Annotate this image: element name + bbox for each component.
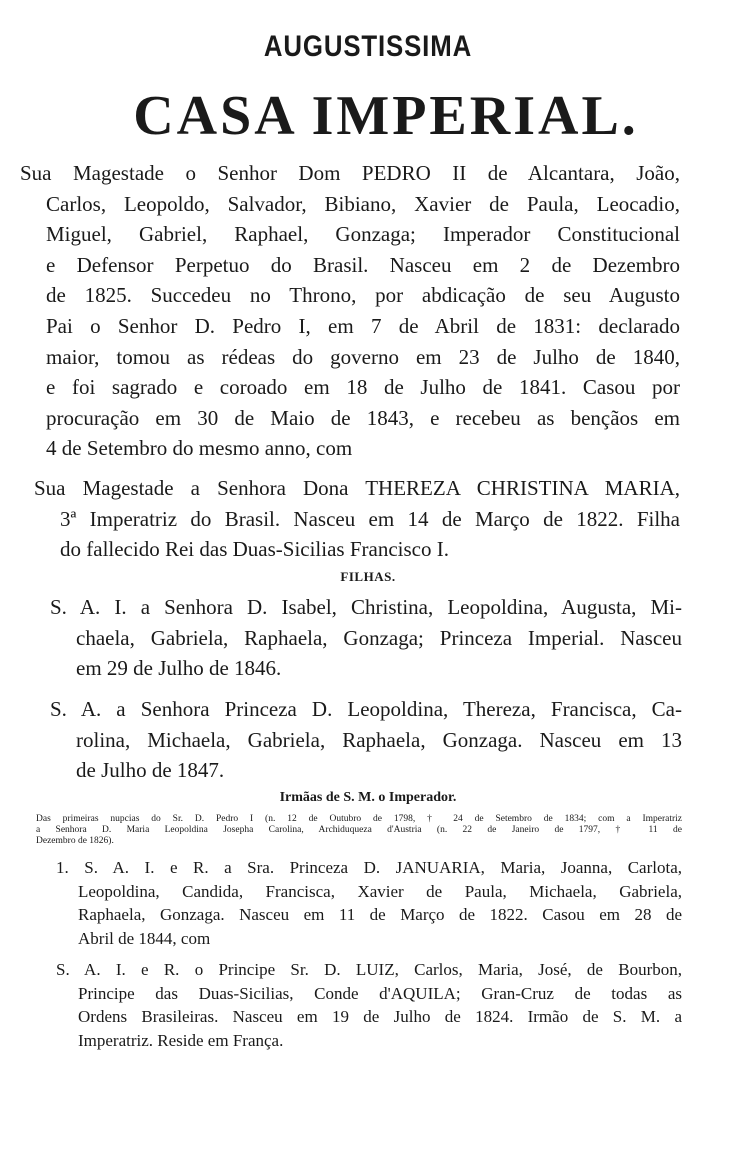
note-line: Das primeiras nupcias do Sr. D. Pedro I (n. 12 de Outubro de 1798, † 24 de Setembro de 1834; com a Imperatriz [36, 814, 682, 824]
emperor-line: Sua Magestade o Senhor Dom PEDRO II de Alcantara, João, [20, 161, 680, 185]
sisters-note [36, 814, 682, 847]
empress-entry [34, 473, 680, 565]
emperor-line: procuração em 30 de Maio de 1843, e recebeu as bençãos em [46, 405, 680, 430]
sister1-line: Abril de 1844, com [78, 928, 211, 948]
empress-line: do fallecido Rei das Duas-Sicilias Francisco I. [60, 537, 449, 562]
note-line: Dezembro de 1826). [36, 836, 114, 846]
daughter1-entry [50, 592, 682, 684]
daughter2-entry [50, 694, 682, 786]
title-augustissima: AUGUSTISSIMA [263, 30, 473, 63]
emperor-line: Miguel, Gabriel, Raphael, Gonzaga; Imperador Constitucional [46, 222, 680, 247]
sister1-line: Leopoldina, Candida, Francisca, Xavier de Paula, Michaela, Gabriela, [78, 881, 682, 901]
empress-line: Sua Magestade a Senhora Dona THEREZA CHRISTINA MARIA, [34, 476, 680, 500]
daughters-heading: FILHAS. [340, 569, 396, 584]
prince-line: Principe das Duas-Sicilias, Conde d'AQUILA; Gran-Cruz de todas as [78, 983, 682, 1003]
emperor-line: Pai o Senhor D. Pedro I, em 7 de Abril de 1831: declarado [46, 313, 680, 338]
emperor-line: maior, tomou as rédeas do governo em 23 de Julho de 1840, [46, 344, 680, 369]
sister1-line: Raphaela, Gonzaga. Nasceu em 11 de Março de 1822. Casou em 28 de [78, 905, 682, 924]
daughter1-line: chaela, Gabriela, Raphaela, Gonzaga; Princeza Imperial. Nasceu [76, 625, 682, 650]
empress-line: 3ª Imperatriz do Brasil. Nasceu em 14 de Março de 1822. Filha [60, 506, 680, 531]
emperor-entry [20, 158, 680, 464]
daughter1-line: S. A. I. a Senhora D. Isabel, Christina, Leopoldina, Augusta, Mi- [50, 595, 682, 619]
prince-line: Ordens Brasileiras. Nasceu em 19 de Julho de 1824. Irmão de S. M. a [78, 1007, 682, 1026]
emperor-line: e foi sagrado e coroado em 18 de Julho de 1841. Casou por [46, 375, 680, 400]
emperor-line: Carlos, Leopoldo, Salvador, Bibiano, Xavier de Paula, Leocadio, [46, 191, 680, 216]
prince-entry [56, 958, 682, 1052]
daughter1-line: em 29 de Julho de 1846. [76, 656, 282, 681]
prince-line: S. A. I. e R. o Principe Sr. D. LUIZ, Carlos, Maria, José, de Bourbon, [56, 960, 682, 979]
emperor-line: 4 de Setembro do mesmo anno, com [46, 436, 353, 461]
sister1-entry [56, 856, 682, 950]
daughter2-line: de Julho de 1847. [76, 758, 225, 783]
note-line: a Senhora D. Maria Leopoldina Josepha Carolina, Archiduqueza d'Austria (n. 22 de Janeiro de 1797, † 11 de [36, 825, 682, 835]
sisters-heading: Irmãas de S. M. o Imperador. [279, 790, 457, 805]
prince-line: Imperatriz. Reside em França. [78, 1030, 284, 1050]
emperor-line: de 1825. Succedeu no Throno, por abdicação de seu Augusto [46, 283, 680, 308]
sister1-line: 1. S. A. I. e R. a Sra. Princeza D. JANUARIA, Maria, Joanna, Carlota, [56, 858, 682, 877]
daughter2-line: S. A. a Senhora Princeza D. Leopoldina, Thereza, Francisca, Ca- [50, 697, 682, 721]
title-casa-imperial: CASA IMPERIAL. [133, 85, 639, 147]
daughter2-line: rolina, Michaela, Gabriela, Raphaela, Gonzaga. Nasceu em 13 [76, 727, 682, 752]
emperor-line: e Defensor Perpetuo do Brasil. Nasceu em 2 de Dezembro [46, 252, 680, 277]
